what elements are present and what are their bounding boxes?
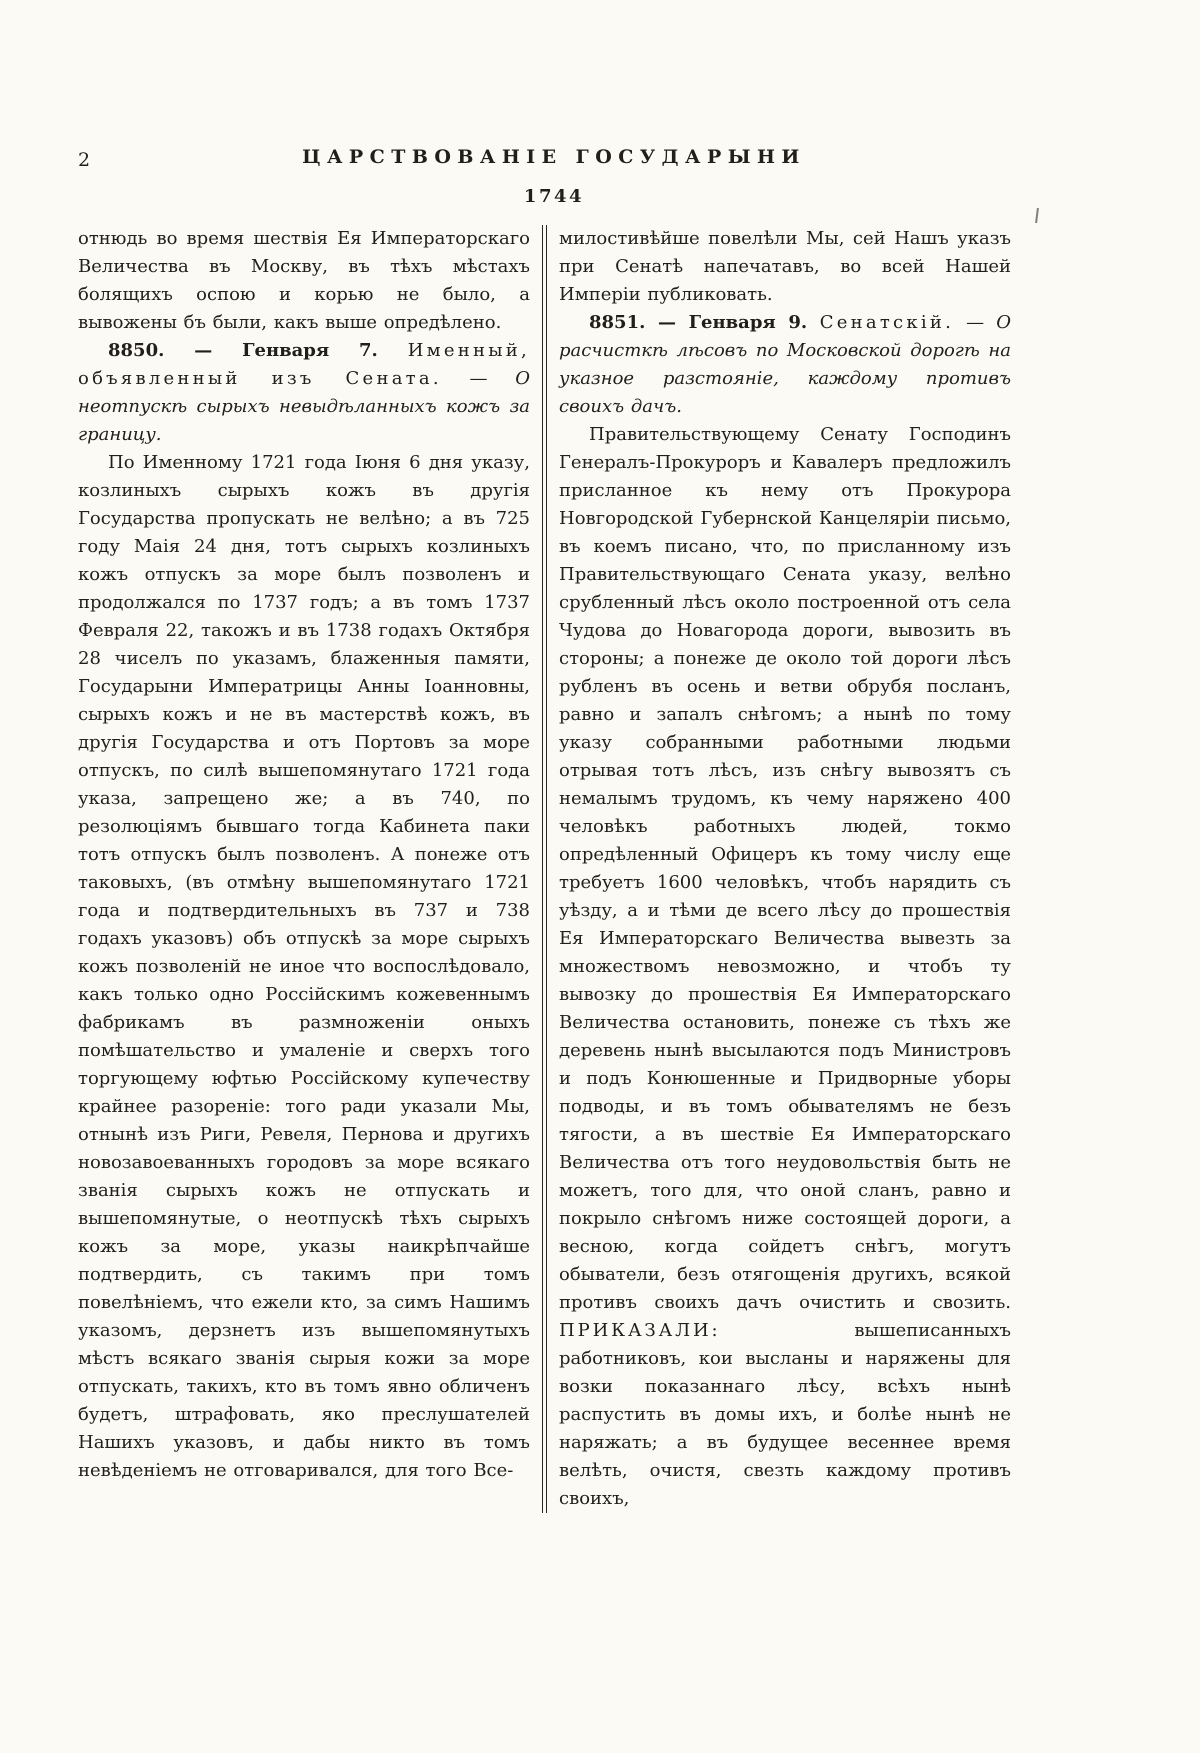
page-header: [78, 146, 1030, 176]
decree-subject: О расчисткѣ лѣсовъ по Московской дорогѣ на указное разстояніе, каждому противъ своихъ дачъ.: [559, 312, 1011, 417]
year-heading: 1744: [523, 186, 585, 207]
page-content: [78, 146, 1030, 1513]
decree-type: Именный, объявленный изъ Сената.: [78, 340, 530, 389]
decree-subject: О неотпускѣ сырыхъ невыдѣланныхъ кожъ за границу.: [78, 368, 530, 445]
body-text: —: [441, 368, 516, 389]
resolution-keyword: ПРИКАЗАЛИ:: [559, 1320, 721, 1341]
body-text: вышеписанныхъ работниковъ, кои высланы и наряжены для возки показаннаго лѣсу, всѣхъ нынѣ распустить въ домы ихъ, и болѣе нынѣ не наряжать; а въ будущее весеннее время велѣть, очистя, свезть каждому противъ своихъ,: [559, 1320, 1011, 1509]
body-text: милостивѣйше повелѣли Мы, сей Нашъ указъ при Сенатѣ напечатавъ, во всей Нашей Имперіи публиковать.: [559, 228, 1011, 305]
paragraph: [559, 309, 1011, 421]
body-text: По Именному 1721 года Іюня 6 дня указу, козлиныхъ сырыхъ кожъ въ другія Государства пропускать не велѣно; а въ 725 году Маія 24 дня, тотъ сырыхъ козлиныхъ кожъ отпускъ за море былъ позволенъ и продолжался по 1737 годъ; а въ томъ 1737 Февраля 22, такожъ и въ 1738 годахъ Октября 28 чиселъ по указамъ, блаженныя памяти, Государыни Императрицы Анны Іоанновны, сырыхъ кожъ и не въ мастерствѣ кожъ, въ другія Государства и отъ Портовъ за море отпускъ, по силѣ вышепомянутаго 1721 года указа, запрещено же; а въ 740, по резолюціямъ бывшаго тогда Кабинета паки тотъ отпускъ былъ позволенъ. А понеже отъ таковыхъ, (въ отмѣну вышепомянутаго 1721 года и подтвердительныхъ въ 737 и 738 годахъ указовъ) объ отпускѣ за море сырыхъ кожъ позволеній не иное что воспослѣдовало, какъ только одно Россійскимъ кожевеннымъ фабрикамъ въ размноженіи оныхъ помѣшательство и умаленіе и сверхъ того торгующему юфтью Россійскому купечеству крайнее разореніе: того ради указали Мы, отнынѣ изъ Риги, Ревеля, Пернова и другихъ новозавоеванныхъ городовъ за море всякаго званія сырыхъ кожъ не отпускать и вышепомянутые, о неотпускѣ тѣхъ сырыхъ кожъ за море, указы наикрѣпчайше подтвердить, съ такимъ при томъ повелѣніемъ, что ежели кто, за симъ Нашимъ указомъ, дерзнетъ изъ вышепомянутыхъ мѣстъ всякаго званія сырыя кожи за море отпускать, такихъ, кто въ томъ явно обличенъ будетъ, штрафовать, яко преслушателей Нашихъ указовъ, и дабы никто въ томъ невѣденіемъ не отговаривался, для того Все-: [78, 452, 530, 1481]
decree-number: 8850. — Генваря 7.: [108, 340, 408, 361]
right-column: [547, 225, 1011, 1513]
left-column: [78, 225, 542, 1513]
body-text: отнюдь во время шествія Ея Императорскаго Величества въ Москву, въ тѣхъ мѣстахъ болящихъ оспою и корью не было, а вывожены бъ были, какъ выше опредѣлено.: [78, 228, 530, 333]
paragraph: [559, 421, 1011, 1513]
decree-number: 8851. — Генваря 9.: [589, 312, 820, 333]
page-number: 2: [78, 149, 91, 171]
decree-type: Сенатскій.: [819, 312, 955, 333]
scan-artifact-mark: [1035, 208, 1039, 223]
body-text: —: [954, 312, 997, 333]
paragraph: [78, 449, 530, 1485]
paragraph: [559, 225, 1011, 309]
paragraph: [78, 337, 530, 449]
paragraph: [78, 225, 530, 337]
body-text: Правительствующему Сенату Господинъ Генералъ-Прокуроръ и Кавалеръ предложилъ присланное къ нему отъ Прокурора Новгородской Губернской Канцеляріи письмо, въ коемъ писано, что, по присланному изъ Правительствующаго Сената указу, велѣно срубленный лѣсъ около построенной отъ села Чудова до Новагорода дороги, вывозить въ стороны; а понеже де около той дороги лѣсъ рубленъ въ осень и ветви обрубя посланъ, равно и запалъ снѣгомъ; а нынѣ по тому указу собранными работными людьми отрывая тотъ лѣсъ, изъ снѣгу вывозятъ съ немалымъ трудомъ, къ чему наряжено 400 человѣкъ работныхъ людей, токмо опредѣленный Офицеръ къ тому числу еще требуетъ 1600 человѣкъ, чтобъ нарядить съ уѣзду, а и тѣми де всего лѣсу до прошествія Ея Императорскаго Величества вывезть за множествомъ невозможно, и чтобъ ту вывозку до прошествія Ея Императорскаго Величества остановить, понеже съ тѣхъ же деревень нынѣ высылаются подъ Министровъ и подъ Конюшенные и Придворные уборы подводы, и въ томъ обывателямъ не безъ тягости, а въ шествіе Ея Императорскаго Величества отъ того неудовольствія быть не можетъ, того для, что оной сланъ, равно и покрыло снѣгомъ ниже состоящей дороги, а весною, когда сойдетъ снѣгъ, могутъ обыватели, безъ отягощенія другихъ, всякой противъ своихъ дачъ очистить и свозить.: [559, 424, 1011, 1313]
text-columns: [78, 225, 1030, 1513]
running-title: ЦАРСТВОВАНІЕ ГОСУДАРЫНИ: [302, 146, 806, 168]
